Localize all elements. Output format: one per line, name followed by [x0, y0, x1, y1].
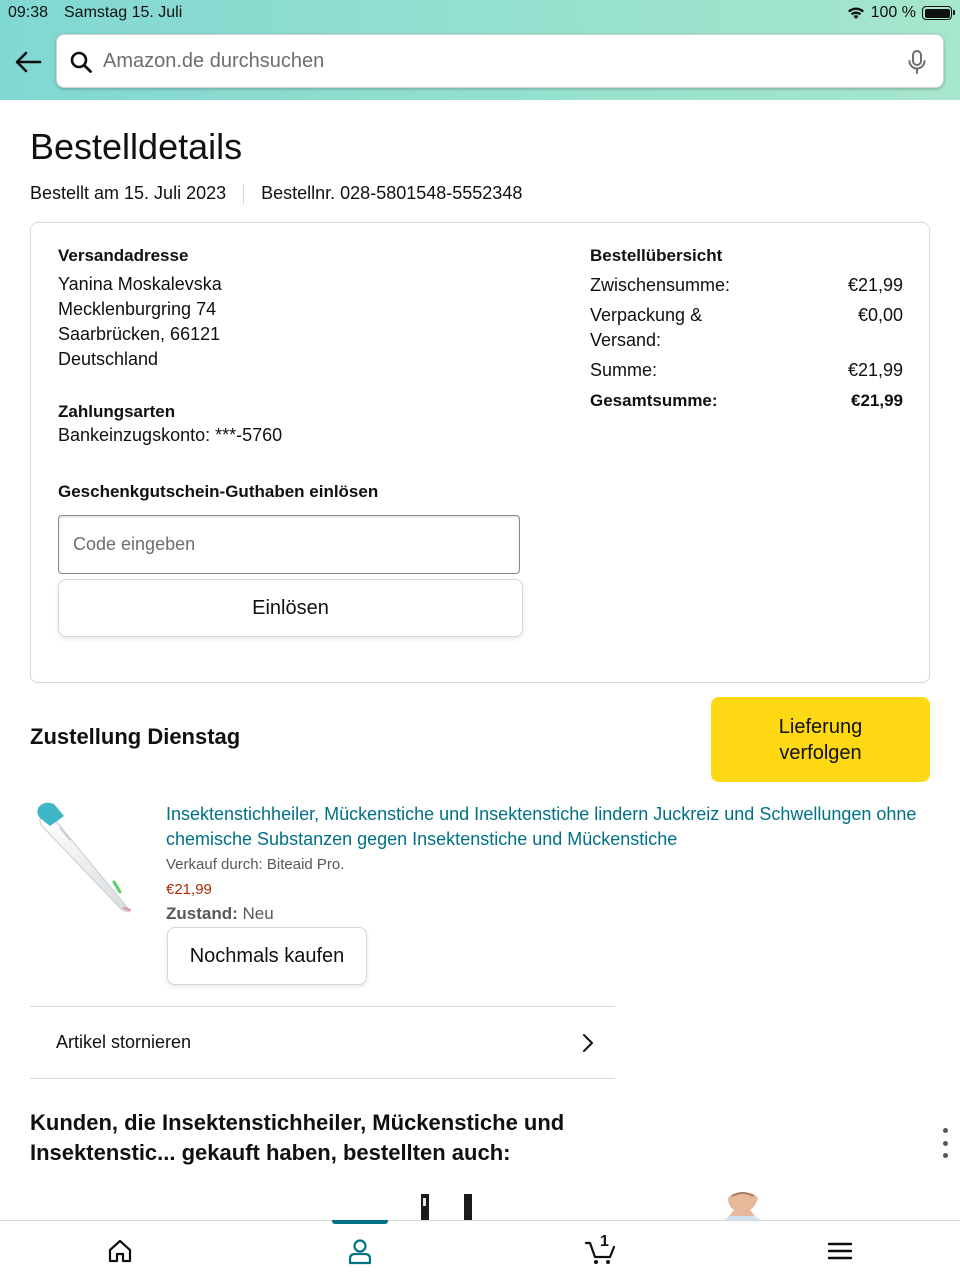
condition-label: Zustand: — [166, 904, 238, 923]
shipping-name: Yanina Moskalevska — [58, 274, 222, 294]
summary-row-sum — [590, 358, 903, 383]
payment-label: Zahlungsarten — [58, 402, 176, 421]
status-indicators — [847, 4, 952, 22]
menu-icon — [826, 1237, 854, 1265]
gift-code-input[interactable] — [58, 515, 520, 574]
nav-account[interactable] — [240, 1221, 480, 1280]
product-image[interactable] — [36, 800, 140, 916]
order-details-card — [30, 222, 930, 683]
nav-home[interactable] — [0, 1221, 240, 1280]
delivery-title: Zustellung Dienstag — [30, 724, 241, 749]
condition-value: Neu — [242, 904, 274, 923]
shipping-country: Deutschland — [58, 349, 159, 369]
search-input[interactable] — [103, 35, 883, 87]
bottom-navigation — [0, 1220, 960, 1280]
search-icon — [69, 50, 93, 74]
cancel-item-label: Artikel stornieren — [56, 1032, 192, 1052]
battery-icon — [922, 6, 952, 20]
summary-row-subtotal — [590, 273, 903, 298]
product-seller: Verkauf durch: Biteaid Pro. — [166, 856, 345, 873]
redeem-button[interactable]: Einlösen — [58, 579, 523, 637]
wifi-icon — [847, 6, 865, 20]
meta-divider — [243, 184, 244, 204]
status-time: 09:38 — [8, 4, 49, 21]
account-icon — [346, 1237, 374, 1265]
recommended-product-image[interactable] — [716, 1192, 768, 1222]
summary-value: €0,00 — [857, 305, 903, 325]
microphone-icon[interactable] — [905, 49, 929, 75]
summary-row-shipping — [590, 303, 903, 353]
order-date: Bestellt am 15. Juli 2023 — [30, 183, 227, 203]
summary-total-value: €21,99 — [851, 391, 903, 410]
product-condition — [166, 904, 274, 924]
search-box[interactable] — [56, 34, 944, 88]
order-summary — [590, 245, 903, 418]
nav-menu[interactable] — [720, 1221, 960, 1280]
status-date: Samstag 15. Juli — [64, 4, 183, 21]
shipping-address — [58, 245, 222, 372]
summary-label: Zwischensumme: — [590, 275, 731, 295]
recommendations-title: Kunden, die Insektenstichheiler, Mückenstiche und Insektenstic... gekauft haben, bestellten auch: — [30, 1110, 565, 1165]
order-number: Bestellnr. 028-5801548-5552348 — [261, 183, 523, 203]
summary-row-total — [590, 388, 903, 413]
shipping-street: Mecklenburgring 74 — [58, 299, 217, 319]
gift-card-label: Geschenkgutschein-Guthaben einlösen — [58, 482, 379, 501]
battery-percent: 100 % — [870, 4, 916, 21]
summary-value: €21,99 — [847, 275, 903, 295]
product-price: €21,99 — [166, 881, 212, 898]
summary-total-label: Gesamtsumme: — [590, 391, 718, 410]
status-bar — [0, 0, 960, 26]
summary-label: Summe: — [590, 360, 658, 380]
payment-value: Bankeinzugskonto: ***-5760 — [58, 425, 283, 445]
header — [0, 0, 960, 100]
cancel-item-row[interactable] — [30, 1006, 615, 1079]
shipping-address-label: Versandadresse — [58, 246, 189, 265]
order-meta — [30, 183, 522, 204]
shipping-city: Saarbrücken, 66121 — [58, 324, 221, 344]
summary-value: €21,99 — [847, 360, 903, 380]
order-summary-title: Bestellübersicht — [590, 246, 723, 265]
recommended-product-image[interactable] — [415, 1192, 480, 1222]
buy-again-button[interactable]: Nochmals kaufen — [167, 927, 367, 985]
more-options-icon[interactable] — [936, 1128, 954, 1158]
cart-count-badge: 1 — [600, 1233, 609, 1250]
page-title: Bestelldetails — [30, 126, 243, 167]
chevron-right-icon — [581, 1032, 595, 1054]
back-arrow-icon[interactable] — [14, 50, 42, 74]
track-package-button[interactable]: Lieferung verfolgen — [711, 697, 930, 782]
nav-cart[interactable] — [480, 1221, 720, 1280]
payment-method — [58, 401, 282, 448]
active-tab-indicator — [332, 1220, 388, 1224]
summary-label: Verpackung & Versand: — [590, 305, 703, 350]
product-title-link[interactable]: Insektenstichheiler, Mückenstiche und Insektenstiche lindern Juckreiz und Schwellungen ohne chemische Substanzen gegen Insektenstiche und Mückenstiche — [166, 804, 917, 849]
home-icon — [106, 1237, 134, 1265]
